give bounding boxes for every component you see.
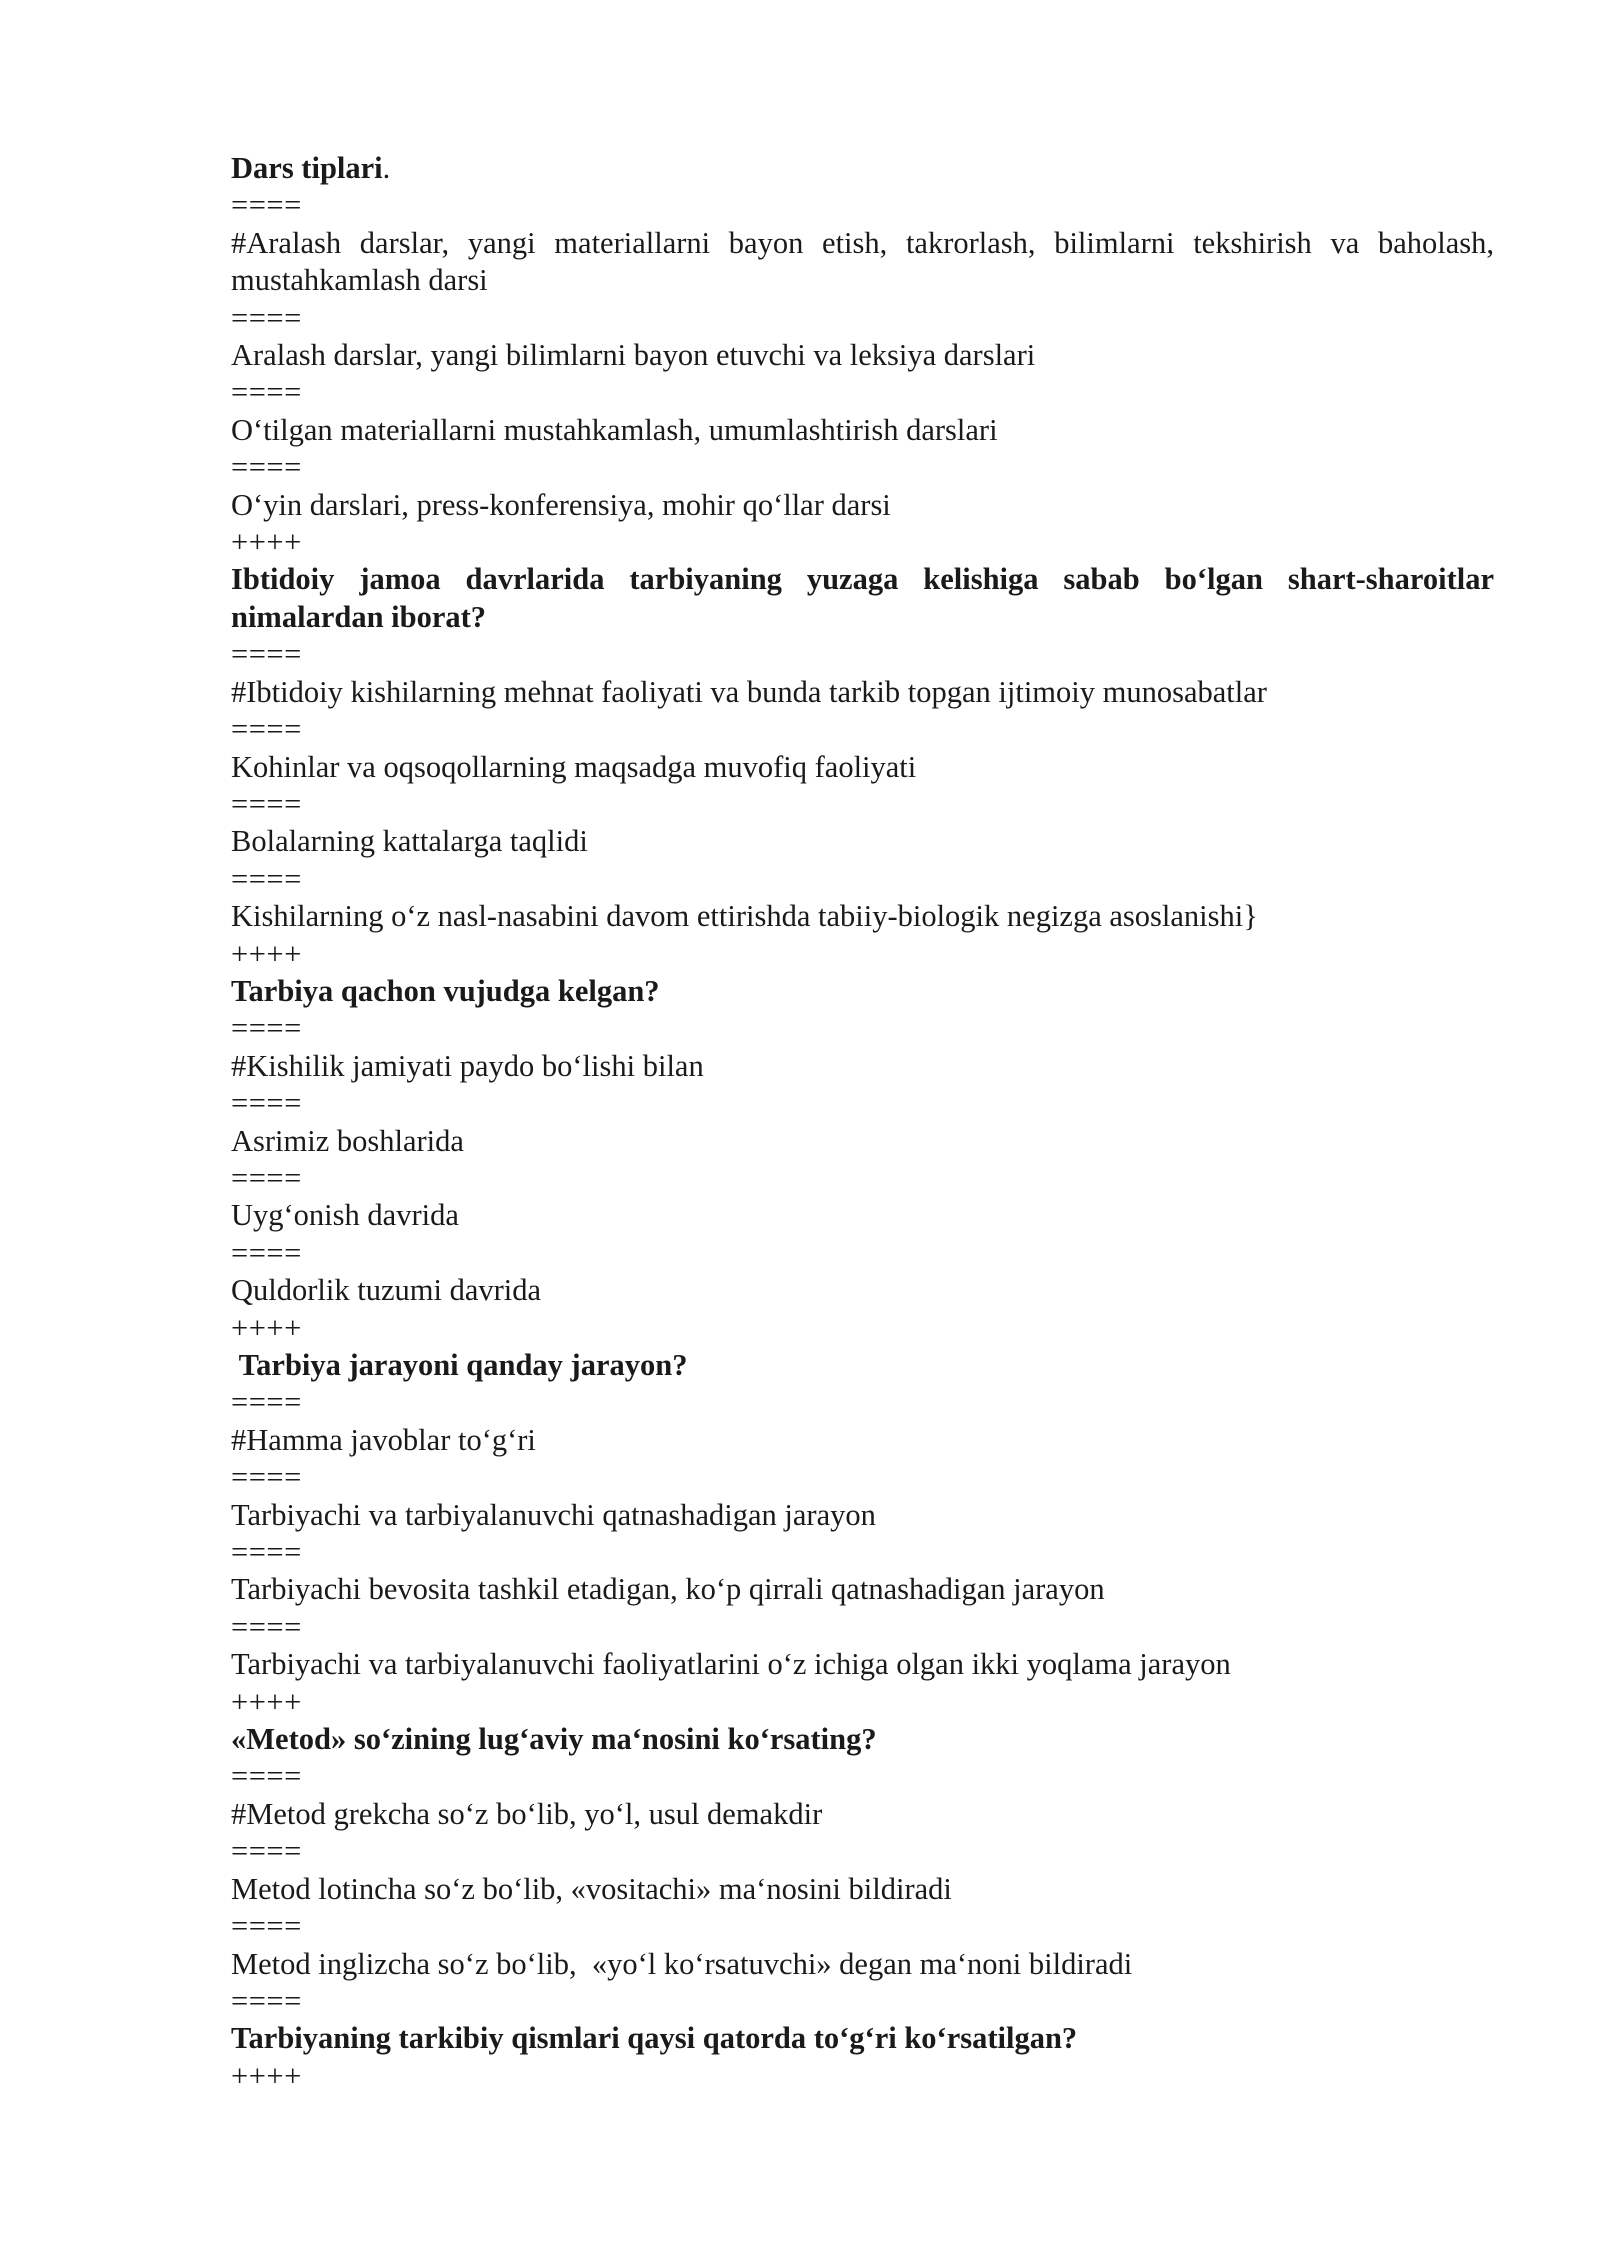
correct-answer-option: #Kishilik jamiyati paydo bo‘lishi bilan <box>231 1048 704 1083</box>
option-separator: ==== <box>231 188 302 223</box>
correct-answer-option: #Metod grekcha so‘z bo‘lib, yo‘l, usul demakdir <box>231 1796 823 1831</box>
answer-option: Metod lotincha so‘z bo‘lib, «vositachi» ma‘nosini bildiradi <box>231 1871 952 1906</box>
question-separator: ++++ <box>231 1684 302 1719</box>
option-separator: ==== <box>231 1460 302 1495</box>
option-separator: ==== <box>231 861 302 896</box>
option-separator: ==== <box>231 1011 302 1046</box>
option-separator: ==== <box>231 1609 302 1644</box>
option-separator: ==== <box>231 300 302 335</box>
answer-option: Tarbiyachi va tarbiyalanuvchi faoliyatlarini o‘z ichiga olgan ikki yoqlama jarayon <box>231 1647 1231 1682</box>
question-separator: ++++ <box>231 936 302 971</box>
correct-answer-option: #Ibtidoiy kishilarning mehnat faoliyati va bunda tarkib topgan ijtimoiy munosabatlar <box>231 674 1267 709</box>
heading-period: . <box>382 151 391 185</box>
question-text: Ibtidoiy jamoa davrlarida tarbiyaning yuzaga kelishiga sabab bo‘lgan shart-sharoitlar nimalardan iborat? <box>231 562 1502 634</box>
answer-option: Bolalarning kattalarga taqlidi <box>231 824 588 859</box>
answer-option: O‘yin darslari, press-konferensiya, mohir qo‘llar darsi <box>231 487 891 522</box>
option-separator: ==== <box>231 375 302 410</box>
answer-option: Uyg‘onish davrida <box>231 1198 459 1233</box>
correct-answer-option: #Aralash darslar, yangi materiallarni bayon etish, takrorlash, bilimlarni tekshirish va baholash, mustahkamlash darsi <box>231 225 1502 298</box>
question-text: Tarbiya qachon vujudga kelgan? <box>231 973 660 1008</box>
answer-option: O‘tilgan materiallarni mustahkamlash, umumlashtirish darslari <box>231 412 998 447</box>
heading-text: Dars tiplari <box>231 151 383 185</box>
document-page <box>231 150 1502 2095</box>
option-separator: ==== <box>231 637 302 672</box>
answer-option: Tarbiyachi bevosita tashkil etadigan, ko‘p qirrali qatnashadigan jarayon <box>231 1572 1105 1607</box>
option-separator: ==== <box>231 1909 302 1944</box>
correct-answer-option: #Hamma javoblar to‘g‘ri <box>231 1422 536 1457</box>
answer-option: Kohinlar va oqsoqollarning maqsadga muvofiq faoliyati <box>231 749 917 784</box>
answer-option: Asrimiz boshlarida <box>231 1123 464 1158</box>
option-separator: ==== <box>231 1983 302 2018</box>
option-separator: ==== <box>231 1086 302 1121</box>
question-text: Tarbiya jarayoni qanday jarayon? <box>231 1348 688 1382</box>
option-separator: ==== <box>231 786 302 821</box>
option-separator: ==== <box>231 1385 302 1420</box>
question-text: «Metod» so‘zining lug‘aviy ma‘nosini ko‘rsating? <box>231 1722 877 1757</box>
answer-option: Tarbiyachi va tarbiyalanuvchi qatnashadigan jarayon <box>231 1497 876 1532</box>
answer-option: Kishilarning o‘z nasl-nasabini davom ettirishda tabiiy-biologik negizga asoslanishi} <box>231 899 1258 934</box>
answer-option: Metod inglizcha so‘z bo‘lib, «yo‘l ko‘rsatuvchi» degan ma‘noni bildiradi <box>231 1946 1133 1981</box>
answer-option: Quldorlik tuzumi davrida <box>231 1273 542 1308</box>
option-separator: ==== <box>231 1160 302 1195</box>
question-separator: ++++ <box>231 2058 302 2093</box>
question-list <box>231 187 1502 2095</box>
option-separator: ==== <box>231 712 302 747</box>
option-separator: ==== <box>231 1759 302 1794</box>
answer-option: Aralash darslar, yangi bilimlarni bayon etuvchi va leksiya darslari <box>231 338 1036 373</box>
option-separator: ==== <box>231 1235 302 1270</box>
question-separator: ++++ <box>231 525 302 560</box>
question-separator: ++++ <box>231 1310 302 1345</box>
option-separator: ==== <box>231 1834 302 1869</box>
question-text: Tarbiyaning tarkibiy qismlari qaysi qatorda to‘g‘ri ko‘rsatilgan? <box>231 2021 1078 2056</box>
option-separator: ==== <box>231 1535 302 1570</box>
option-separator: ==== <box>231 450 302 485</box>
document-heading <box>231 150 1494 187</box>
